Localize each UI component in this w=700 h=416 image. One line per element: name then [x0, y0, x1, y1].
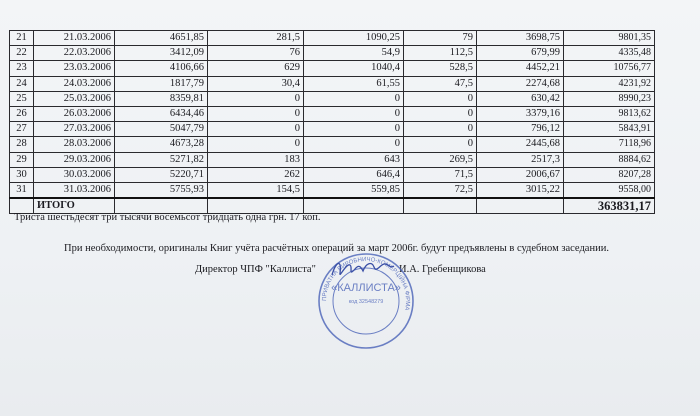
table-cell: 30.03.2006	[34, 167, 115, 182]
table-cell: 6434,46	[115, 106, 208, 121]
table-cell: 4231,92	[564, 76, 655, 91]
table-cell: 528,5	[404, 61, 477, 76]
table-cell: 28.03.2006	[34, 137, 115, 152]
table-cell: 4673,28	[115, 137, 208, 152]
table-cell: 3379,16	[477, 106, 564, 121]
table-cell: 646,4	[304, 167, 404, 182]
table-cell: 29.03.2006	[34, 152, 115, 167]
table-cell: 0	[304, 122, 404, 137]
table-cell: 154,5	[208, 182, 304, 198]
table-cell: 30	[10, 167, 34, 182]
table-row	[10, 152, 655, 167]
table-cell: 269,5	[404, 152, 477, 167]
originals-note: При необходимости, оригиналы Книг учёта расчётных операций за март 2006г. будут предъявлены в судебном заседании.	[64, 243, 609, 254]
table-cell: 28	[10, 137, 34, 152]
table-cell: 4452,21	[477, 61, 564, 76]
table-cell: 8359,81	[115, 91, 208, 106]
table-cell: 796,12	[477, 122, 564, 137]
table-cell: 10756,77	[564, 61, 655, 76]
stamp-center-text: «КАЛЛИСТА»	[331, 282, 401, 294]
table-cell: 281,5	[208, 31, 304, 46]
table-cell: 54,9	[304, 46, 404, 61]
stamp-ring-text: ПРИВАТНА ВИРОБНИЧО-КОМЕРЦІЙНА ФІРМА	[321, 256, 411, 311]
table-row	[10, 167, 655, 182]
table-cell: 5843,91	[564, 122, 655, 137]
table-cell: 3015,22	[477, 182, 564, 198]
table-cell: 643	[304, 152, 404, 167]
table-cell: 29	[10, 152, 34, 167]
table-cell: 26.03.2006	[34, 106, 115, 121]
table-cell: 0	[304, 106, 404, 121]
table-cell: 5271,82	[115, 152, 208, 167]
table-cell: 71,5	[404, 167, 477, 182]
table-cell: 679,99	[477, 46, 564, 61]
total-empty-cell	[477, 198, 564, 214]
table-cell: 0	[208, 91, 304, 106]
total-label: ИТОГО	[34, 198, 115, 214]
table-cell: 8884,62	[564, 152, 655, 167]
table-cell: 629	[208, 61, 304, 76]
table-cell: 21	[10, 31, 34, 46]
table-row	[10, 137, 655, 152]
table-cell: 630,42	[477, 91, 564, 106]
table-cell: 0	[208, 106, 304, 121]
table-cell: 0	[404, 137, 477, 152]
table-cell: 5220,71	[115, 167, 208, 182]
table-cell: 0	[208, 122, 304, 137]
table-cell: 4335,48	[564, 46, 655, 61]
table-cell: 8990,23	[564, 91, 655, 106]
table-cell: 4106,66	[115, 61, 208, 76]
table-cell: 7118,96	[564, 137, 655, 152]
table-cell: 26	[10, 106, 34, 121]
ledger-table	[9, 30, 655, 214]
table-cell: 25	[10, 91, 34, 106]
table-row	[10, 91, 655, 106]
table-row	[10, 122, 655, 137]
table-cell: 8207,28	[564, 167, 655, 182]
table-cell: 31	[10, 182, 34, 198]
table-cell: 2274,68	[477, 76, 564, 91]
table-cell: 4651,85	[115, 31, 208, 46]
table-cell: 24.03.2006	[34, 76, 115, 91]
table-row	[10, 106, 655, 121]
director-signature	[328, 255, 398, 283]
table-cell: 22	[10, 46, 34, 61]
table-cell: 2445,68	[477, 137, 564, 152]
table-cell: 0	[304, 91, 404, 106]
total-value: 363831,17	[564, 198, 655, 214]
sum-in-words: Триста шестьдесят три тысячи восемьсот тридцать одна грн. 17 коп.	[14, 212, 321, 223]
total-empty-cell	[404, 198, 477, 214]
table-cell: 1040,4	[304, 61, 404, 76]
table-cell: 31.03.2006	[34, 182, 115, 198]
table-cell: 1817,79	[115, 76, 208, 91]
table-cell: 3698,75	[477, 31, 564, 46]
table-cell: 79	[404, 31, 477, 46]
table-cell: 25.03.2006	[34, 91, 115, 106]
table-cell: 27.03.2006	[34, 122, 115, 137]
table-cell: 0	[304, 137, 404, 152]
table-cell: 2517,3	[477, 152, 564, 167]
table-cell: 24	[10, 76, 34, 91]
table-row	[10, 46, 655, 61]
table-cell: 262	[208, 167, 304, 182]
table-cell: 0	[208, 137, 304, 152]
table-cell: 2006,67	[477, 167, 564, 182]
table-cell: 112,5	[404, 46, 477, 61]
table-cell: 23.03.2006	[34, 61, 115, 76]
table-cell: 9558,00	[564, 182, 655, 198]
ledger-body	[10, 31, 655, 199]
table-cell: 1090,25	[304, 31, 404, 46]
table-cell: 5755,93	[115, 182, 208, 198]
table-cell: 559,85	[304, 182, 404, 198]
table-cell: 61,55	[304, 76, 404, 91]
table-cell: 27	[10, 122, 34, 137]
table-cell: 183	[208, 152, 304, 167]
table-row	[10, 31, 655, 46]
table-cell: 30,4	[208, 76, 304, 91]
table-cell: 5047,79	[115, 122, 208, 137]
table-row	[10, 61, 655, 76]
table-cell: 9801,35	[564, 31, 655, 46]
stamp-code-text: код 32548279	[348, 299, 384, 305]
table-row	[10, 182, 655, 198]
table-cell: 0	[404, 91, 477, 106]
table-cell: 76	[208, 46, 304, 61]
table-row	[10, 76, 655, 91]
table-cell: 23	[10, 61, 34, 76]
table-cell: 0	[404, 106, 477, 121]
table-cell: 3412,09	[115, 46, 208, 61]
table-cell: 72,5	[404, 182, 477, 198]
table-cell: 22.03.2006	[34, 46, 115, 61]
director-title: Директор ЧПФ "Каллиста"	[195, 264, 316, 275]
table-cell: 21.03.2006	[34, 31, 115, 46]
table-cell: 9813,62	[564, 106, 655, 121]
table-cell: 0	[404, 122, 477, 137]
director-name: И.А. Гребенщикова	[399, 264, 486, 275]
table-cell: 47,5	[404, 76, 477, 91]
